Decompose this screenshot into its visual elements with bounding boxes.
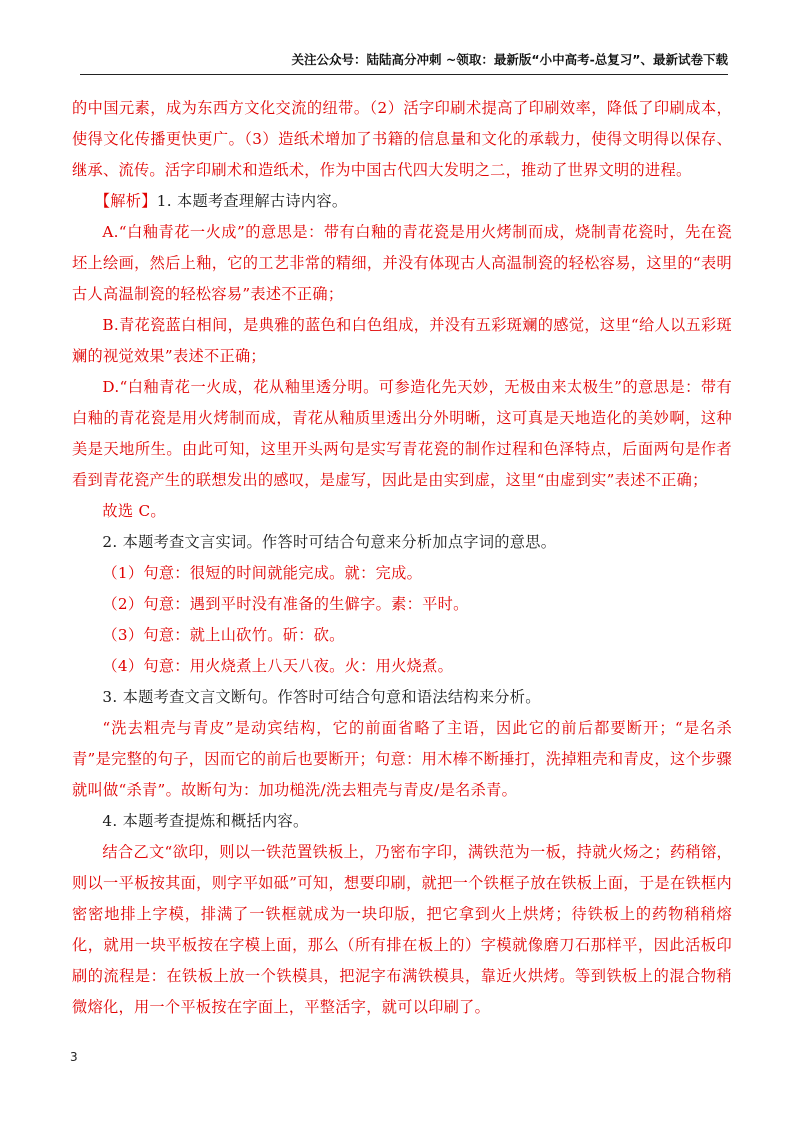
q4-title: 4. 本题考查提炼和概括内容。 (102, 812, 309, 830)
q3-title: 3. 本题考查文言文断句。作答时可结合句意和语法结构来分析。 (102, 688, 541, 706)
page-header: 关注公众号：陆陆高分冲刺 ~领取：最新版“小中高考-总复习”、最新试卷下载 (80, 50, 728, 75)
q4-body: 结合乙文“欲印，则以一铁范置铁板上，乃密布字印，满铁范为一板，持就火炀之；药稍镕，则以一平板按其面，则字平如砥”可知，想要印刷，就把一个铁框子放在铁板上面，于是在铁框内密密地排上字模，排满了一铁框就成为一块印版，把它拿到火上烘烤；待铁板上的药物稍稍熔化，就用一块平板按在字模上面，那么（所有排在板上的）字模就像磨刀石那样平，因此活板印刷的流程是：在铁板上放一个铁模具，把泥字布满铁模具，靠近火烘烤。等到铁板上的混合物稍微熔化，用一个平板按在字面上，平整活字，就可以印刷了。 (72, 843, 732, 1016)
q2-item: （4）句意：用火烧煮上八天八夜。火：用火烧煮。 (102, 657, 454, 675)
intro-paragraph: 的中国元素，成为东西方文化交流的纽带。（2）活字印刷术提高了印刷效率，降低了印刷成本，使得文化传播更快更广。（3）造纸术增加了书籍的信息量和文化的承载力，使得文明得以保存、继承、流传。活字印刷术和造纸术，作为中国古代四大发明之二，推动了世界文明的进程。 (72, 99, 732, 179)
page-content (72, 93, 732, 1023)
q2-item: （2）句意：遇到平时没有准备的生僻字。素：平时。 (102, 595, 469, 613)
q1-answer: 故选 C。 (102, 502, 166, 520)
q2-item: （3）句意：就上山砍竹。斫：砍。 (102, 626, 345, 644)
analysis-label: 【解析】 (94, 192, 157, 210)
q1-title: 1. 本题考查理解古诗内容。 (156, 192, 348, 210)
q1-option-a: A.“白釉青花一火成”的意思是：带有白釉的青花瓷是用火烤制而成，烧制青花瓷时，先在瓷坯上绘画，然后上釉，它的工艺非常的精细，并没有体现古人高温制瓷的轻松容易，这里的“表明古人高温制瓷的轻松容易”表述不正确； (72, 223, 732, 303)
q2-item: （1）句意：很短的时间就能完成。就：完成。 (102, 564, 423, 582)
q3-body: “洗去粗壳与青皮”是动宾结构，它的前面省略了主语，因此它的前后都要断开；“是名杀青”是完整的句子，因而它的前后也要断开；句意：用木棒不断捶打，洗掉粗壳和青皮，这个步骤就叫做“杀青”。故断句为：加功槌洗/洗去粗壳与青皮/是名杀青。 (72, 719, 732, 799)
page-number: 3 (70, 1050, 78, 1064)
q1-option-d: D.“白釉青花一火成，花从釉里透分明。可参造化先天妙，无极由来太极生”的意思是：带有白釉的青花瓷是用火烤制而成，青花从釉质里透出分外明晰，这可真是天地造化的美妙啊，这种美是天地所生。由此可知，这里开头两句是实写青花瓷的制作过程和色泽特点，后面两句是作者看到青花瓷产生的联想发出的感叹，是虚写，因此是由实到虚，这里“由虚到实”表述不正确； (72, 378, 732, 489)
q2-title: 2. 本题考查文言实词。作答时可结合句意来分析加点字词的意思。 (102, 533, 557, 551)
q1-option-b: B.青花瓷蓝白相间，是典雅的蓝色和白色组成，并没有五彩斑斓的感觉，这里“给人以五彩斑斓的视觉效果”表述不正确； (72, 316, 732, 365)
q1-heading (72, 186, 732, 217)
